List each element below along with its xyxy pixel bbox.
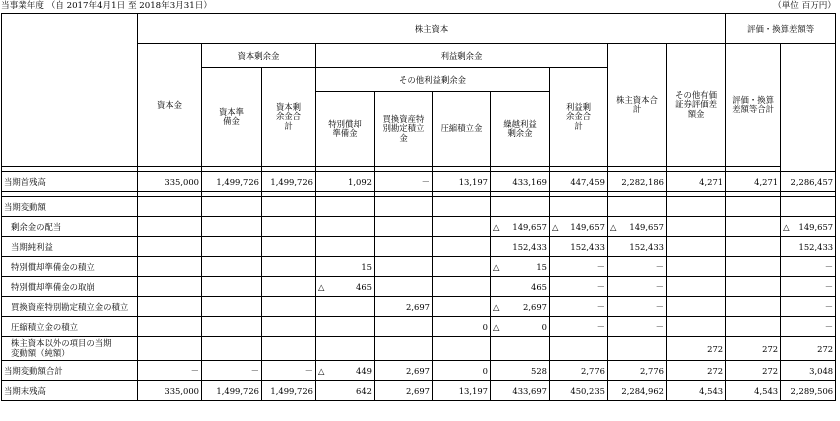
corner-cell xyxy=(2,14,138,167)
row-label: 当期純利益 xyxy=(2,237,138,257)
row-replacement-add: 買換資産特別勘定積立金の積立 2,697 △ 2,697 － － － xyxy=(2,297,836,317)
col-retained-carried: 繰越利益剰余金 xyxy=(491,92,550,167)
row-label: 剰余金の配当 xyxy=(2,217,138,237)
row-sdr-add: 特別償却準備金の積立 15 △ 15 － － － xyxy=(2,257,836,277)
col-capital-surplus: 資本剰余金 xyxy=(202,44,316,68)
negative-mark: △ xyxy=(783,221,790,232)
row-changes-header xyxy=(2,197,836,217)
equity-statement-table xyxy=(1,13,836,401)
col-retained-total: 利益剰余金合計 xyxy=(550,68,608,167)
negative-mark: △ xyxy=(552,221,559,232)
col-capital-surplus-total: 資本剰余金合計 xyxy=(262,68,316,167)
col-shareholders-equity: 株主資本 xyxy=(138,14,726,44)
row-net-income: 当期純利益 152,433 152,433 152,433 152,433 xyxy=(2,237,836,257)
row-changes-total: 当期変動額合計 － － － △ 449 2,697 0 528 2,776 2,776 272 272 3,048 xyxy=(2,361,836,381)
col-special-depr-reserve: 特別償却準備金 xyxy=(316,92,375,167)
row-label: 当期変動額合計 xyxy=(2,361,138,381)
col-capital-stock: 資本金 xyxy=(138,44,202,167)
negative-mark: △ xyxy=(318,281,325,292)
col-retained-earnings: 利益剰余金 xyxy=(316,44,608,68)
row-closing: 当期末残高 335,000 1,499,726 1,499,726 642 2,697 13,197 433,697 450,235 2,284,962 4,543 4,543 2,289,506 xyxy=(2,381,836,401)
fiscal-period: 当事業年度 （自 2017年4月1日 至 2018年3月31日） xyxy=(1,1,212,11)
header-bar xyxy=(0,0,840,13)
negative-mark: △ xyxy=(493,301,500,312)
col-valuation-total: 評価・換算差額等合計 xyxy=(726,44,781,167)
col-replacement-reserve: 買換資産特別勘定積立金 xyxy=(375,92,433,167)
row-sdr-reverse: 特別償却準備金の取崩 △ 465 465 － － － xyxy=(2,277,836,297)
negative-mark: △ xyxy=(610,221,617,232)
negative-mark: △ xyxy=(493,261,500,272)
negative-mark: △ xyxy=(493,221,500,232)
row-label: 当期変動額 xyxy=(2,197,138,217)
row-reduction-add: 圧縮積立金の積立 0 △ 0 － － － xyxy=(2,317,836,337)
unit-label: （単位 百万円） xyxy=(773,1,836,11)
row-label: 買換資産特別勘定積立金の積立 xyxy=(2,297,138,317)
negative-mark: △ xyxy=(493,321,500,332)
row-label: 当期末残高 xyxy=(2,381,138,401)
col-capital-reserve: 資本準備金 xyxy=(202,68,262,167)
row-label: 特別償却準備金の取崩 xyxy=(2,277,138,297)
col-valuation-group: 評価・換算差額等 xyxy=(726,14,836,44)
row-non-equity: 株主資本以外の項目の当期変動額（純額） 272 272 272 xyxy=(2,337,836,361)
negative-mark: △ xyxy=(318,365,325,376)
col-equity-total: 株主資本合計 xyxy=(608,44,667,167)
row-opening: 当期首残高 335,000 1,499,726 1,499,726 1,092 － 13,197 433,169 447,459 2,282,186 4,271 4,271 2,286,457 xyxy=(2,172,836,192)
row-label: 当期首残高 xyxy=(2,172,138,192)
row-label: 株主資本以外の項目の当期変動額（純額） xyxy=(2,337,138,361)
row-label: 圧縮積立金の積立 xyxy=(2,317,138,337)
row-dividends: 剰余金の配当 △ 149,657 △ 149,657 △ 149,657 △ 149,657 xyxy=(2,217,836,237)
col-securities-diff: その他有価証券評価差額金 xyxy=(667,44,726,167)
col-reduction-reserve: 圧縮積立金 xyxy=(433,92,491,167)
row-label: 特別償却準備金の積立 xyxy=(2,257,138,277)
col-other-retained: その他利益剰余金 xyxy=(316,68,550,92)
